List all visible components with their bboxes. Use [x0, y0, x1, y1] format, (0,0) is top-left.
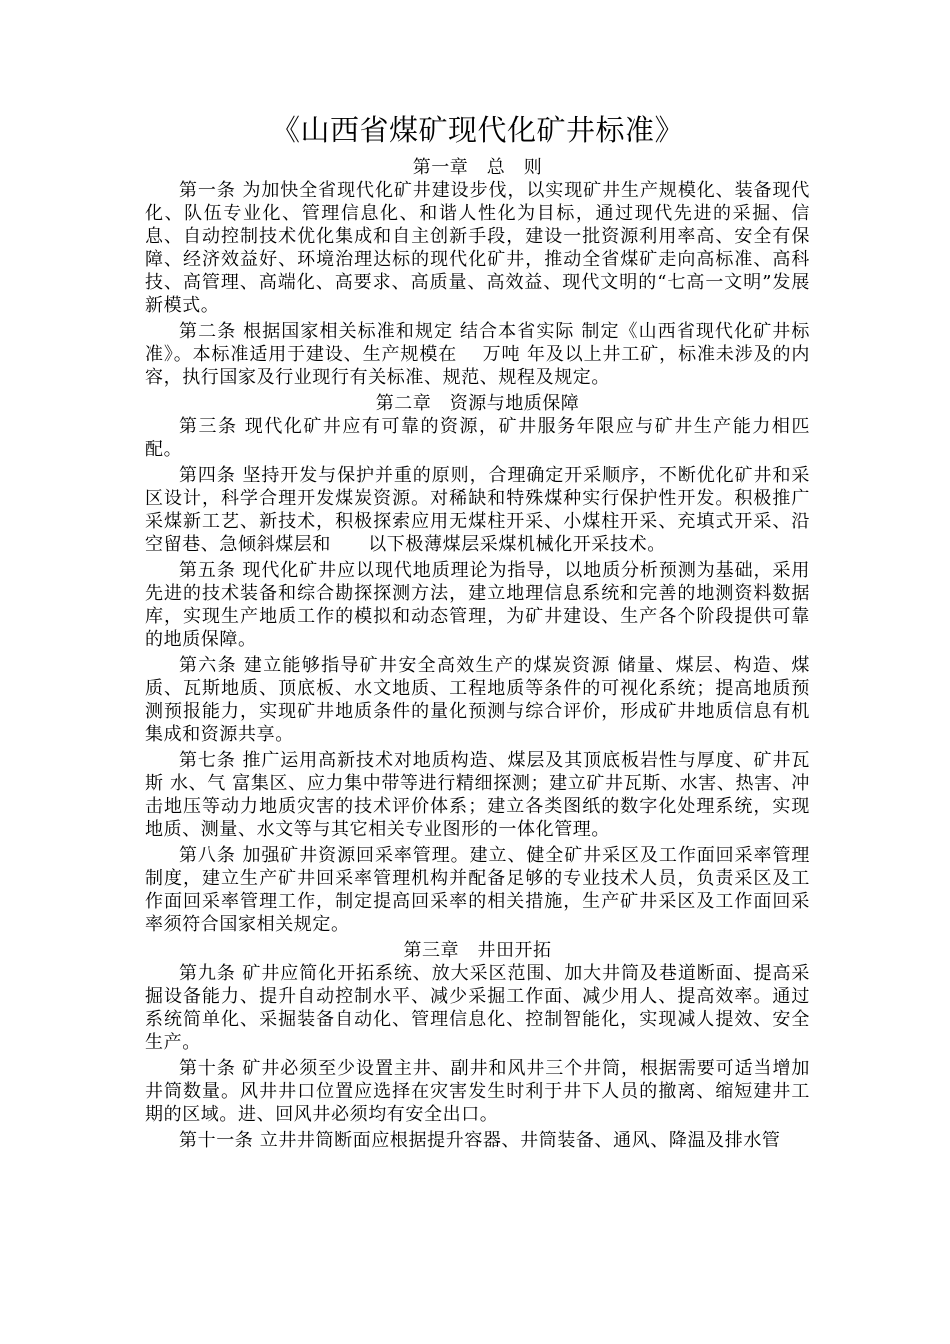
- article-3: 第三条 现代化矿井应有可靠的资源，矿井服务年限应与矿井生产能力相匹配。: [145, 416, 810, 460]
- document-page: [145, 108, 810, 1155]
- chapter-2: [145, 392, 810, 936]
- article-5: 第五条 现代化矿井应以现代地质理论为指导，以地质分析预测为基础，采用先进的技术装备和综合勘探探测方法，建立地理信息系统和完善的地测资料数据库，实现生产地质工作的模拟和动态管理，为矿井建设、生产各个阶段提供可靠的地质保障。: [145, 560, 810, 650]
- article-2: 第二条 根据国家相关标准和规定 结合本省实际 制定《山西省现代化矿井标准》。本标准适用于建设、生产规模在 万吨 年及以上井工矿，标准未涉及的内容，执行国家及行业现行有关标准、规范、规程及规定。: [145, 321, 810, 388]
- article-7: 第七条 推广运用高新技术对地质构造、煤层及其顶底板岩性与厚度、矿井瓦斯 水、气 富集区、应力集中带等进行精细探测；建立矿井瓦斯、水害、热害、冲击地压等动力地质灾害的技术评价体系；建立各类图纸的数字化处理系统，实现地质、测量、水文等与其它相关专业图形的一体化管理。: [145, 750, 810, 840]
- article-8: 第八条 加强矿井资源回采率管理。建立、健全矿井采区及工作面回采率管理制度，建立生产矿井回采率管理机构并配备足够的专业技术人员，负责采区及工作面回采率管理工作，制定提高回采率的相关措施，生产矿井采区及工作面回采率须符合国家相关规定。: [145, 845, 810, 935]
- article-1: 第一条 为加快全省现代化矿井建设步伐，以实现矿井生产规模化、装备现代化、队伍专业化、管理信息化、和谐人性化为目标，通过现代先进的采掘、信息、自动控制技术优化集成和自主创新手段，建设一批资源利用率高、安全有保障、经济效益好、环境治理达标的现代化矿井，推动全省煤矿走向高标准、高科技、高管理、高端化、高要求、高质量、高效益、现代文明的“七高一文明”发展新模式。: [145, 180, 810, 316]
- article-9: 第九条 矿井应简化开拓系统、放大采区范围、加大井筒及巷道断面、提高采掘设备能力、提升自动控制水平、减少采掘工作面、减少用人、提高效率。通过系统简单化、采掘装备自动化、管理信息化、控制智能化，实现减人提效、安全生产。: [145, 963, 810, 1053]
- chapter-3: [145, 939, 810, 1152]
- document-title: 《山西省煤矿现代化矿井标准》: [270, 113, 684, 147]
- chapter-heading: 第一章 总 则: [412, 157, 543, 178]
- chapter-1: [145, 156, 810, 389]
- chapter-heading: 第二章 资源与地质保障: [375, 393, 580, 414]
- article-4: 第四条 坚持开发与保护并重的原则，合理确定开采顺序，不断优化矿井和采区设计，科学合理开发煤炭资源。对稀缺和特殊煤种实行保护性开发。积极推广采煤新工艺、新技术，积极探索应用无煤柱开采、小煤柱开采、充填式开采、沿空留巷、急倾斜煤层和 以下极薄煤层采煤机械化开采技术。: [145, 465, 810, 555]
- article-6: 第六条 建立能够指导矿井安全高效生产的煤炭资源 储量、煤层、构造、煤质、瓦斯地质、顶底板、水文地质、工程地质等条件的可视化系统；提高地质预测预报能力，实现矿井地质条件的量化预测与综合评价，形成矿井地质信息有机集成和资源共享。: [145, 655, 810, 745]
- article-10: 第十条 矿井必须至少设置主井、副井和风井三个井筒，根据需要可适当增加井筒数量。风井井口位置应选择在灾害发生时利于井下人员的撤离、缩短建井工期的区域。进、回风井必须均有安全出口。: [145, 1058, 810, 1125]
- article-11: 第十一条 立井井筒断面应根据提升容器、井筒装备、通风、降温及排水管: [179, 1130, 781, 1151]
- chapter-heading: 第三章 井田开拓: [403, 940, 552, 961]
